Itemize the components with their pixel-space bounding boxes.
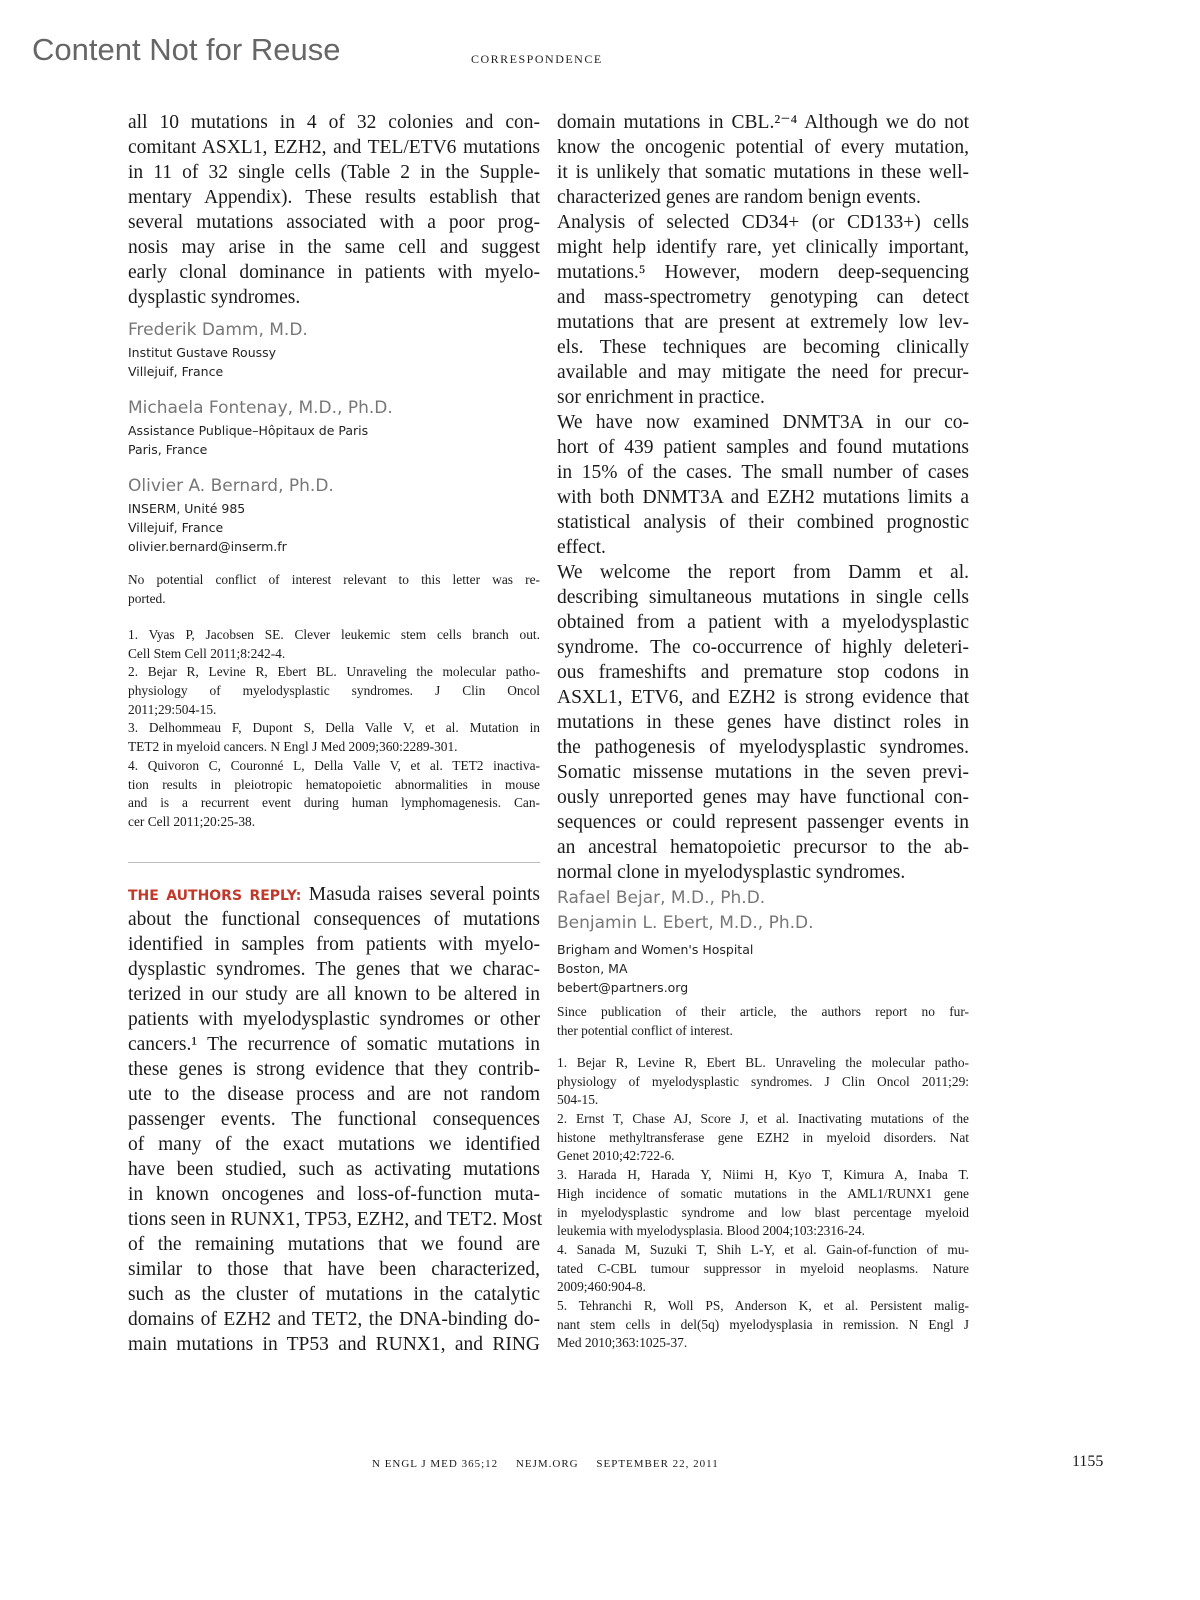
- text-line: might help identify rare, yet clinically important,: [557, 237, 969, 258]
- author-name: Benjamin L. Ebert, M.D., Ph.D.: [557, 913, 814, 933]
- text-line: mutations that are present at extremely low lev-: [557, 312, 969, 333]
- text-line: characterized genes are random benign events.: [557, 187, 921, 208]
- text-line: mutations in these genes have distinct roles in: [557, 712, 969, 733]
- text-line: with both DNMT3A and EZH2 mutations limits a: [557, 487, 969, 508]
- text-line: 4. Quivoron C, Couronné L, Della Valle V, et al. TET2 inactiva-: [128, 757, 540, 773]
- disclosure: [128, 571, 540, 608]
- text-line: statistical analysis of their combined prognostic: [557, 512, 969, 533]
- text-line: early clonal dominance in patients with myelo-: [128, 262, 540, 283]
- author-name: Rafael Bejar, M.D., Ph.D.: [557, 888, 766, 908]
- text-line: nosis may arise in the same cell and suggest: [128, 237, 540, 258]
- footer: [372, 1458, 733, 1470]
- text-line: identified in samples from patients with myelo-: [128, 934, 540, 955]
- text-line: 1. Bejar R, Levine R, Ebert BL. Unraveling the molecular patho-: [557, 1055, 969, 1070]
- author-block: [128, 396, 540, 459]
- author-affiliation: Assistance Publique–Hôpitaux de Paris: [128, 423, 369, 438]
- text-line: mentary Appendix). These results establish that: [128, 187, 540, 208]
- issue-date: SEPTEMBER 22, 2011: [596, 1458, 719, 1470]
- author-affiliation: Boston, MA: [557, 961, 628, 976]
- text-line: patients with myelodysplastic syndromes or other: [128, 1009, 540, 1030]
- text-line: physiology of myelodysplastic syndromes. J Clin Oncol 2011;29:: [557, 1073, 969, 1089]
- author-affiliation: Villejuif, France: [128, 520, 224, 535]
- text-line: mutations.⁵ However, modern deep-sequencing: [557, 262, 969, 283]
- text-line: dysplastic syndromes.: [128, 287, 301, 308]
- journal-citation: N ENGL J MED 365;12: [372, 1458, 499, 1470]
- author-affiliation: Paris, France: [128, 442, 208, 457]
- text-line: normal clone in myelodysplastic syndromes.: [557, 862, 906, 883]
- text-line: ously unreported genes may have functional con-: [557, 787, 969, 808]
- text-line: syndrome. The co-occurrence of highly deleteri-: [557, 637, 969, 658]
- text-line: hort of 439 patient samples and found mutations: [557, 437, 969, 458]
- text-line: of the remaining mutations that we found are: [128, 1234, 540, 1255]
- text-line: sor enrichment in practice.: [557, 387, 765, 408]
- text-line: effect.: [557, 537, 606, 558]
- disclosure: [557, 1003, 969, 1040]
- text-line: several mutations associated with a poor prog-: [128, 212, 540, 233]
- text-line: in 11 of 32 single cells (Table 2 in the Supple-: [128, 162, 540, 183]
- text-line: cer Cell 2011;20:25-38.: [128, 813, 256, 829]
- text-line: tated C-CBL tumour suppressor in myeloid neoplasms. Nature: [557, 1260, 969, 1276]
- text-line: and mass-spectrometry genotyping can detect: [557, 287, 969, 308]
- text-line: available and may mitigate the need for precur-: [557, 362, 969, 383]
- text-line: the pathogenesis of myelodysplastic syndromes.: [557, 737, 969, 758]
- text-line: similar to those that have been characterized,: [128, 1259, 540, 1280]
- text-line: 2011;29:504-15.: [128, 701, 217, 717]
- author-block: [128, 474, 540, 556]
- author-name: Michaela Fontenay, M.D., Ph.D.: [128, 398, 393, 418]
- text-line: Cell Stem Cell 2011;8:242-4.: [128, 645, 286, 661]
- text-line: TET2 in myeloid cancers. N Engl J Med 2009;360:2289-301.: [128, 739, 458, 755]
- author-affiliation: Institut Gustave Roussy: [128, 345, 277, 360]
- text-line: histone methyltransferase gene EZH2 in myeloid disorders. Nat: [557, 1129, 969, 1145]
- text-line: We have now examined DNMT3A in our co-: [557, 412, 969, 433]
- text-line: Genet 2010;42:722-6.: [557, 1148, 675, 1164]
- author-name: Olivier A. Bernard, Ph.D.: [128, 476, 334, 496]
- text-line: in known oncogenes and loss-of-function muta-: [128, 1184, 540, 1205]
- text-line: of many of the exact mutations we identified: [128, 1134, 540, 1155]
- text-line: We welcome the report from Damm et al.: [557, 562, 969, 583]
- text-line: ported.: [128, 590, 166, 606]
- text-line: ous frameshifts and premature stop codons in: [557, 662, 969, 683]
- text-line: such as the cluster of mutations in the catalytic: [128, 1284, 540, 1305]
- text-line: describing simultaneous mutations in single cells: [557, 587, 969, 608]
- text-line: 2. Ernst T, Chase AJ, Score J, et al. Inactivating mutations of the: [557, 1111, 969, 1127]
- watermark: Content Not for Reuse: [32, 32, 341, 67]
- text-line: Somatic missense mutations in the seven previ-: [557, 762, 969, 783]
- text-line: [128, 882, 540, 907]
- text-line: els. These techniques are becoming clinically: [557, 337, 969, 358]
- text-line: 2. Bejar R, Levine R, Ebert BL. Unraveling the molecular patho-: [128, 664, 540, 680]
- right-body: [557, 110, 969, 885]
- text-line: it is unlikely that somatic mutations in these well-: [557, 162, 969, 183]
- author-block: [128, 318, 540, 381]
- author-affiliation: Villejuif, France: [128, 364, 224, 379]
- text-line: ute to the disease process and are not random: [128, 1084, 540, 1105]
- reference-list: [557, 1054, 969, 1353]
- text-line: all 10 mutations in 4 of 32 colonies and con-: [128, 112, 540, 133]
- text-line: 1. Vyas P, Jacobsen SE. Clever leukemic stem cells branch out.: [128, 627, 540, 642]
- text-line: sequences or could represent passenger events in: [557, 812, 969, 833]
- text-line: an ancestral hematopoietic precursor to the ab-: [557, 837, 969, 858]
- text-line: obtained from a patient with a myelodysplastic: [557, 612, 969, 633]
- text-line: 3. Harada H, Harada Y, Niimi H, Kyo T, Kimura A, Inaba T.: [557, 1167, 969, 1183]
- section-header: CORRESPONDENCE: [471, 52, 603, 66]
- text-line: domain mutations in CBL.²⁻⁴ Although we do not: [557, 112, 969, 133]
- text-line: physiology of myelodysplastic syndromes. J Clin Oncol: [128, 683, 540, 699]
- text-line: terized in our study are all known to be altered in: [128, 984, 540, 1005]
- text-line: Med 2010;363:1025-37.: [557, 1335, 688, 1351]
- text-line: leukemia with myelodysplasia. Blood 2004;103:2316-24.: [557, 1223, 865, 1239]
- text-line: tion results in pleiotropic hematopoietic abnormalities in mouse: [128, 776, 540, 792]
- text-line: and is a recurrent event during human lymphomagenesis. Can-: [128, 795, 540, 811]
- text-line: about the functional consequences of mutations: [128, 909, 540, 930]
- journal-site: NEJM.ORG: [515, 1458, 579, 1470]
- text-line: ASXL1, ETV6, and EZH2 is strong evidence that: [557, 687, 969, 708]
- text-line: High incidence of somatic mutations in the AML1/RUNX1 gene: [557, 1185, 969, 1201]
- text-line: No potential conflict of interest relevant to this letter was re-: [128, 572, 540, 587]
- authors-reply: [128, 882, 543, 1357]
- divider: [128, 862, 540, 863]
- text-line: comitant ASXL1, EZH2, and TEL/ETV6 mutations: [128, 137, 540, 158]
- text-line: 504-15.: [557, 1092, 599, 1108]
- text-line: these genes is strong evidence that they contrib-: [128, 1059, 540, 1080]
- text-line: 4. Sanada M, Suzuki T, Shih L-Y, et al. Gain-of-function of mu-: [557, 1241, 969, 1257]
- text-line: cancers.¹ The recurrence of somatic mutations in: [128, 1034, 540, 1055]
- text-line: main mutations in TP53 and RUNX1, and RING: [128, 1334, 540, 1355]
- text-line: 5. Tehranchi R, Woll PS, Anderson K, et al. Persistent malig-: [557, 1297, 969, 1313]
- text-line: in myelodysplastic syndrome and low blast percentage myeloid: [557, 1204, 969, 1220]
- text-line: 3. Delhommeau F, Dupont S, Della Valle V, et al. Mutation in: [128, 720, 540, 736]
- page-number: 1155: [1072, 1453, 1104, 1470]
- text-span: Masuda raises several points: [301, 884, 540, 905]
- reply-label: THE AUTHORS REPLY:: [128, 888, 302, 904]
- author-email: bebert@partners.org: [557, 980, 689, 995]
- text-line: dysplastic syndromes. The genes that we charac-: [128, 959, 540, 980]
- reference-list: [128, 626, 540, 832]
- author-email: olivier.bernard@inserm.fr: [128, 539, 287, 554]
- text-line: domains of EZH2 and TET2, the DNA-binding do-: [128, 1309, 540, 1330]
- author-affiliation: INSERM, Unité 985: [128, 501, 246, 516]
- text-line: have been studied, such as activating mutations: [128, 1159, 540, 1180]
- text-line: 2009;460:904-8.: [557, 1279, 646, 1295]
- text-line: know the oncogenic potential of every mutation,: [557, 137, 969, 158]
- author-name: Frederik Damm, M.D.: [128, 320, 308, 340]
- author-block: [557, 886, 969, 997]
- left-paragraph: [128, 110, 540, 310]
- text-line: ther potential conflict of interest.: [557, 1022, 733, 1038]
- text-line: Analysis of selected CD34+ (or CD133+) cells: [557, 212, 969, 233]
- text-line: Since publication of their article, the authors report no fur-: [557, 1004, 969, 1019]
- text-line: nant stem cells in del(5q) myelodysplasia in remission. N Engl J: [557, 1316, 969, 1332]
- text-line: tions seen in RUNX1, TP53, EZH2, and TET2. Most: [128, 1209, 543, 1230]
- author-affiliation: Brigham and Women's Hospital: [557, 942, 754, 957]
- text-line: passenger events. The functional consequences: [128, 1109, 540, 1130]
- text-line: in 15% of the cases. The small number of cases: [557, 462, 969, 483]
